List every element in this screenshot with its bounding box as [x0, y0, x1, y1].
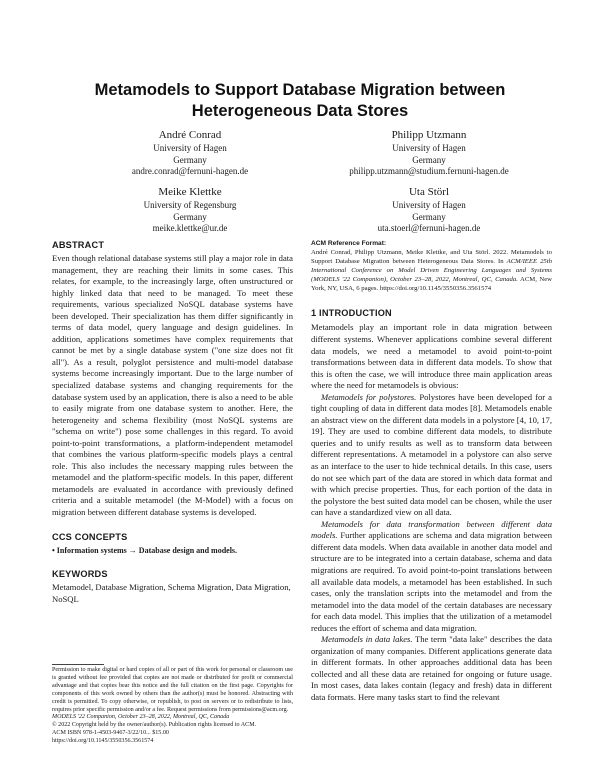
reference-authors: André Conrad, Philipp Utzmann, Meike Klettke, and Uta Störl. 2022. Metamodels to Support Database Migration between Heterogeneous Data Stores. In: [311, 249, 552, 266]
title-line-1: Metamodels to Support Database Migration between: [94, 81, 506, 99]
author-affiliation: University of Regensburg: [143, 200, 237, 210]
footnote-rule: [52, 664, 104, 665]
author-name: Uta Störl: [408, 186, 450, 198]
author-block: [90, 185, 290, 235]
author-name: Meike Klettke: [158, 186, 222, 198]
author-affiliation: University of Hagen: [153, 143, 227, 153]
author-email: andre.conrad@fernuni-hagen.de: [131, 166, 249, 177]
paragraph-body: The term "data lake" describes the data organization of many companies. Different applications generate data in different formats. In other approaches additional data has been collected and all these data are retained for ongoing or future usage. In most cases, data lakes contain (legacy and fresh) data in different data formats. Here many tasks start to find the relevant: [311, 634, 553, 702]
author-email: meike.klettke@ur.de: [152, 223, 228, 234]
author-name: André Conrad: [158, 129, 222, 141]
author-affiliation: University of Hagen: [392, 200, 466, 210]
permission-doi: https://doi.org/10.1145/3550356.3561574: [52, 738, 154, 745]
paragraph-lead: Metamodels for polystores.: [321, 391, 417, 402]
permission-text: Permission to make digital or hard copies of all or part of this work for personal or classroom use is granted without fee provided that copies are not made or distributed for profit or commercial advantage and that copies bear this notice and the full citation on the first page. Copyrights for components of this work owned by others than the author(s) must be honored. Abstracting with credit is permitted. To copy otherwise, or republish, to post on servers or to redistribute to lists, requires prior specific permission and/or a fee. Request permissions from permissions@acm.org.: [52, 667, 293, 713]
introduction-heading: 1 INTRODUCTION: [311, 308, 392, 319]
author-name: Philipp Utzmann: [391, 129, 467, 141]
paragraph-body: Further applications are schema and data migration between different data models. When data available in another data model and structure are to be integrated into a certain database, schema and data migrations are required. To avoid point-to-point translations between all available data models, a metamodel has been established. In such cases, only the translation scripts into the metamodel and from the metamodel into the data model of the certain databases are necessary for each data model. This implies that the utilization of a metamodel reduces the effort of schema and data migration.: [311, 530, 552, 633]
paragraph-lead: Metamodels for data transformation between different data models.: [311, 518, 552, 541]
permission-block: [52, 667, 293, 746]
right-column: [311, 239, 552, 704]
ccs-concepts: • Information systems → Database design and models.: [52, 545, 238, 555]
permission-venue: MODELS '22 Companion, October 23–28, 2022, Montreal, QC, Canada: [52, 714, 230, 721]
paragraph-lead: Metamodels in data lakes.: [321, 634, 413, 645]
reference-format-text: [311, 248, 552, 293]
author-email: philipp.utzmann@studium.fernuni-hagen.de: [349, 166, 509, 177]
reference-venue: ACM/IEEE 25th International Conference on Model Driven Engineering Languages and Systems (MODELS '22 Companion), October 23–28, 2022, Montreal, QC, Canada.: [311, 258, 552, 284]
intro-paragraph: [311, 392, 552, 519]
keywords-text: Metamodel, Database Migration, Schema Migration, Data Migration, NoSQL: [52, 582, 291, 604]
abstract-heading: ABSTRACT: [52, 240, 105, 250]
author-country: Germany: [173, 211, 207, 222]
keywords-heading: KEYWORDS: [52, 569, 108, 580]
left-column: [52, 239, 293, 605]
abstract-text: Even though relational database systems still play a major role in data management, they are reaching their limits in some cases. This relates, for example, to the increasingly large, often unstructured or highly linked data that need to be managed. To meet these requirements, various specialized NoSQL database systems have been developed. Their specialization has them differ significantly in terms of data model, query language and design guidelines. In addition, applications sometimes have complex requirements that cannot be met by a single database system ("one size does not fit all"). As a result, polyglot persistence and multi-model database systems become increasingly important. Due to the large number of specialized database systems and changing requirements for the database system used by an application, there is also a need to be able to easily migrate from one database system to another. Here, the heterogeneity and schema flexibility (most NoSQL systems are "schema on write") pose some challenges in this regard. To avoid point-to-point transformations, a platform-independent metamodel that combines the various platform-specific models plays a central role. This also includes the necessary mapping rules between the metamodel and the platform-specific models. In this paper, different metamodels are evaluated in accordance with previously defined criteria and a suitable metamodel (the M-Model) with a focus on migration between different database systems is developed.: [52, 253, 293, 518]
paper-title: [60, 80, 540, 122]
reference-format-label: ACM Reference Format:: [311, 240, 387, 247]
author-email: uta.stoerl@fernuni-hagen.de: [377, 223, 481, 234]
permission-copyright: © 2022 Copyright held by the owner/author(s). Publication rights licensed to ACM.: [52, 722, 257, 729]
author-block: [319, 128, 539, 178]
author-block: [90, 128, 290, 178]
reference-rest: ACM, New York, NY, USA, 6 pages. https://doi.org/10.1145/3550356.3561574: [311, 276, 552, 293]
title-line-2: Heterogeneous Data Stores: [191, 102, 409, 120]
permission-isbn: ACM ISBN 978-1-4503-9467-3/22/10... $15.00: [52, 730, 169, 737]
author-country: Germany: [412, 211, 446, 222]
intro-paragraph: [311, 634, 552, 703]
intro-paragraph: Metamodels play an important role in data migration between different systems. Whenever applications combine several different data models, we need a metamodel to avoid point-to-point transformations between data in different data models. To show that this is often the case, we will introduce three main application areas where the need for metamodels is obvious:: [311, 322, 552, 391]
ccs-heading: CCS CONCEPTS: [52, 531, 128, 542]
author-country: Germany: [173, 154, 207, 165]
author-block: [329, 185, 529, 235]
author-affiliation: University of Hagen: [392, 143, 466, 153]
author-country: Germany: [412, 154, 446, 165]
paragraph-body: Polystores have been developed for a tight coupling of data in different data modes [8]. Metamodels enable an abstract view on the different data models in a polystore [4, 10, 17, 19]. They are used to combine different data models, to distribute queries and to unify results as well as to transform data between different representations. A metamodel in a polystore can also serve as an interface to the user to hide technical details. In this case, users do not see which part of the data are stored in which data format and with which precise properties. Thus, for each portion of the data in the polystore the best suited data model can be chosen, while the user can have a standardized view on all data.: [311, 391, 552, 518]
intro-paragraph: [311, 519, 552, 634]
